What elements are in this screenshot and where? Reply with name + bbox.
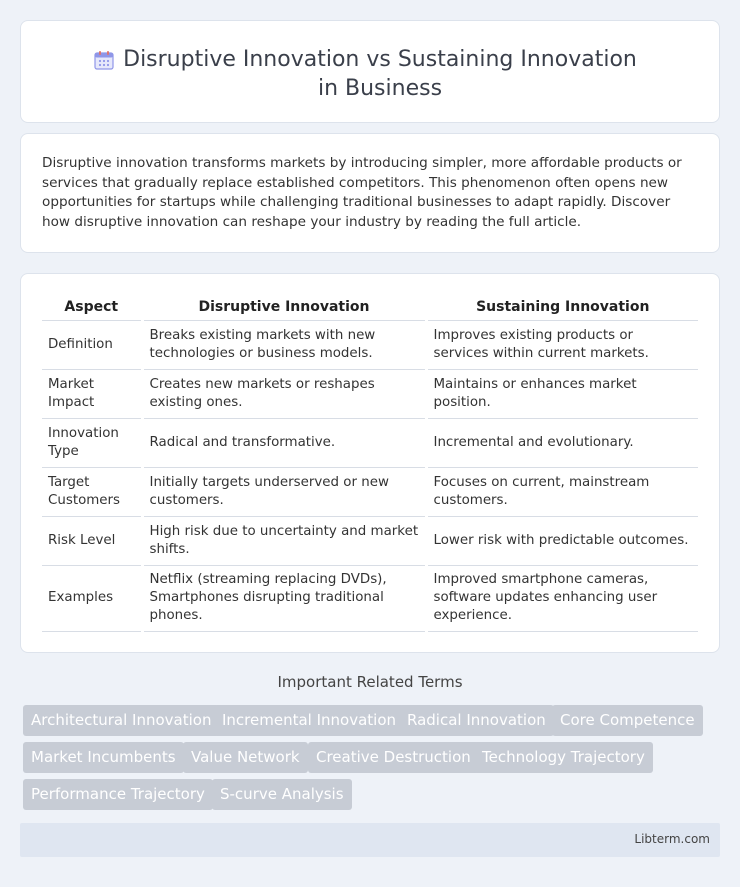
table-cell: Breaks existing markets with new technologies or business models. [142, 320, 426, 369]
intro-card [20, 133, 720, 253]
table-row [42, 418, 698, 467]
table-cell: Focuses on current, mainstream customers. [426, 467, 698, 516]
table-row [42, 565, 698, 631]
comparison-table [42, 294, 698, 632]
tag-s-curve-analysis[interactable]: S-curve Analysis [212, 779, 352, 810]
table-row [42, 467, 698, 516]
tag-performance-trajectory[interactable]: Performance Trajectory [23, 779, 213, 810]
table-cell: Initially targets underserved or new customers. [142, 467, 426, 516]
header-aspect: Aspect [42, 294, 142, 320]
table-cell: Market Impact [42, 369, 142, 418]
table-cell: Incremental and evolutionary. [426, 418, 698, 467]
tag-creative-destruction[interactable]: Creative Destruction [308, 742, 479, 773]
tag-technology-trajectory[interactable]: Technology Trajectory [474, 742, 653, 773]
page-title: Disruptive Innovation vs Sustaining Innovation in Business [123, 47, 637, 101]
table-header-row [42, 294, 698, 320]
tag-core-competence[interactable]: Core Competence [552, 705, 703, 736]
tag-incremental-innovation[interactable]: Incremental Innovation [214, 705, 404, 736]
table-cell: Improved smartphone cameras, software updates enhancing user experience. [426, 565, 698, 631]
title-card [20, 20, 720, 123]
intro-paragraph: Disruptive innovation transforms markets by introducing simpler, more affordable products or services that gradually replace established competitors. This phenomenon often opens new opportunities for startups while challenging traditional businesses to adapt rapidly. Discover how disruptive innovation can reshape your industry by reading the full article. [42, 155, 682, 230]
table-cell: Definition [42, 320, 142, 369]
related-terms-heading: Important Related Terms [277, 673, 463, 691]
table-cell: Examples [42, 565, 142, 631]
table-cell: Risk Level [42, 516, 142, 565]
header-disruptive: Disruptive Innovation [142, 294, 426, 320]
tag-radical-innovation[interactable]: Radical Innovation [399, 705, 554, 736]
table-cell: High risk due to uncertainty and market shifts. [142, 516, 426, 565]
table-cell: Netflix (streaming replacing DVDs), Smartphones disrupting traditional phones. [142, 565, 426, 631]
table-cell: Target Customers [42, 467, 142, 516]
tag-architectural-innovation[interactable]: Architectural Innovation [23, 705, 219, 736]
table-row [42, 320, 698, 369]
table-cell: Innovation Type [42, 418, 142, 467]
table-row [42, 369, 698, 418]
comparison-card [20, 273, 720, 653]
footer [20, 823, 720, 857]
table-cell: Improves existing products or services within current markets. [426, 320, 698, 369]
tag-value-network[interactable]: Value Network [183, 742, 308, 773]
table-cell: Radical and transformative. [142, 418, 426, 467]
table-row [42, 516, 698, 565]
table-cell: Lower risk with predictable outcomes. [426, 516, 698, 565]
table-cell: Creates new markets or reshapes existing ones. [142, 369, 426, 418]
table-cell: Maintains or enhances market position. [426, 369, 698, 418]
tag-market-incumbents[interactable]: Market Incumbents [23, 742, 184, 773]
footer-site-link[interactable]: Libterm.com [634, 832, 710, 846]
header-sustaining: Sustaining Innovation [426, 294, 698, 320]
